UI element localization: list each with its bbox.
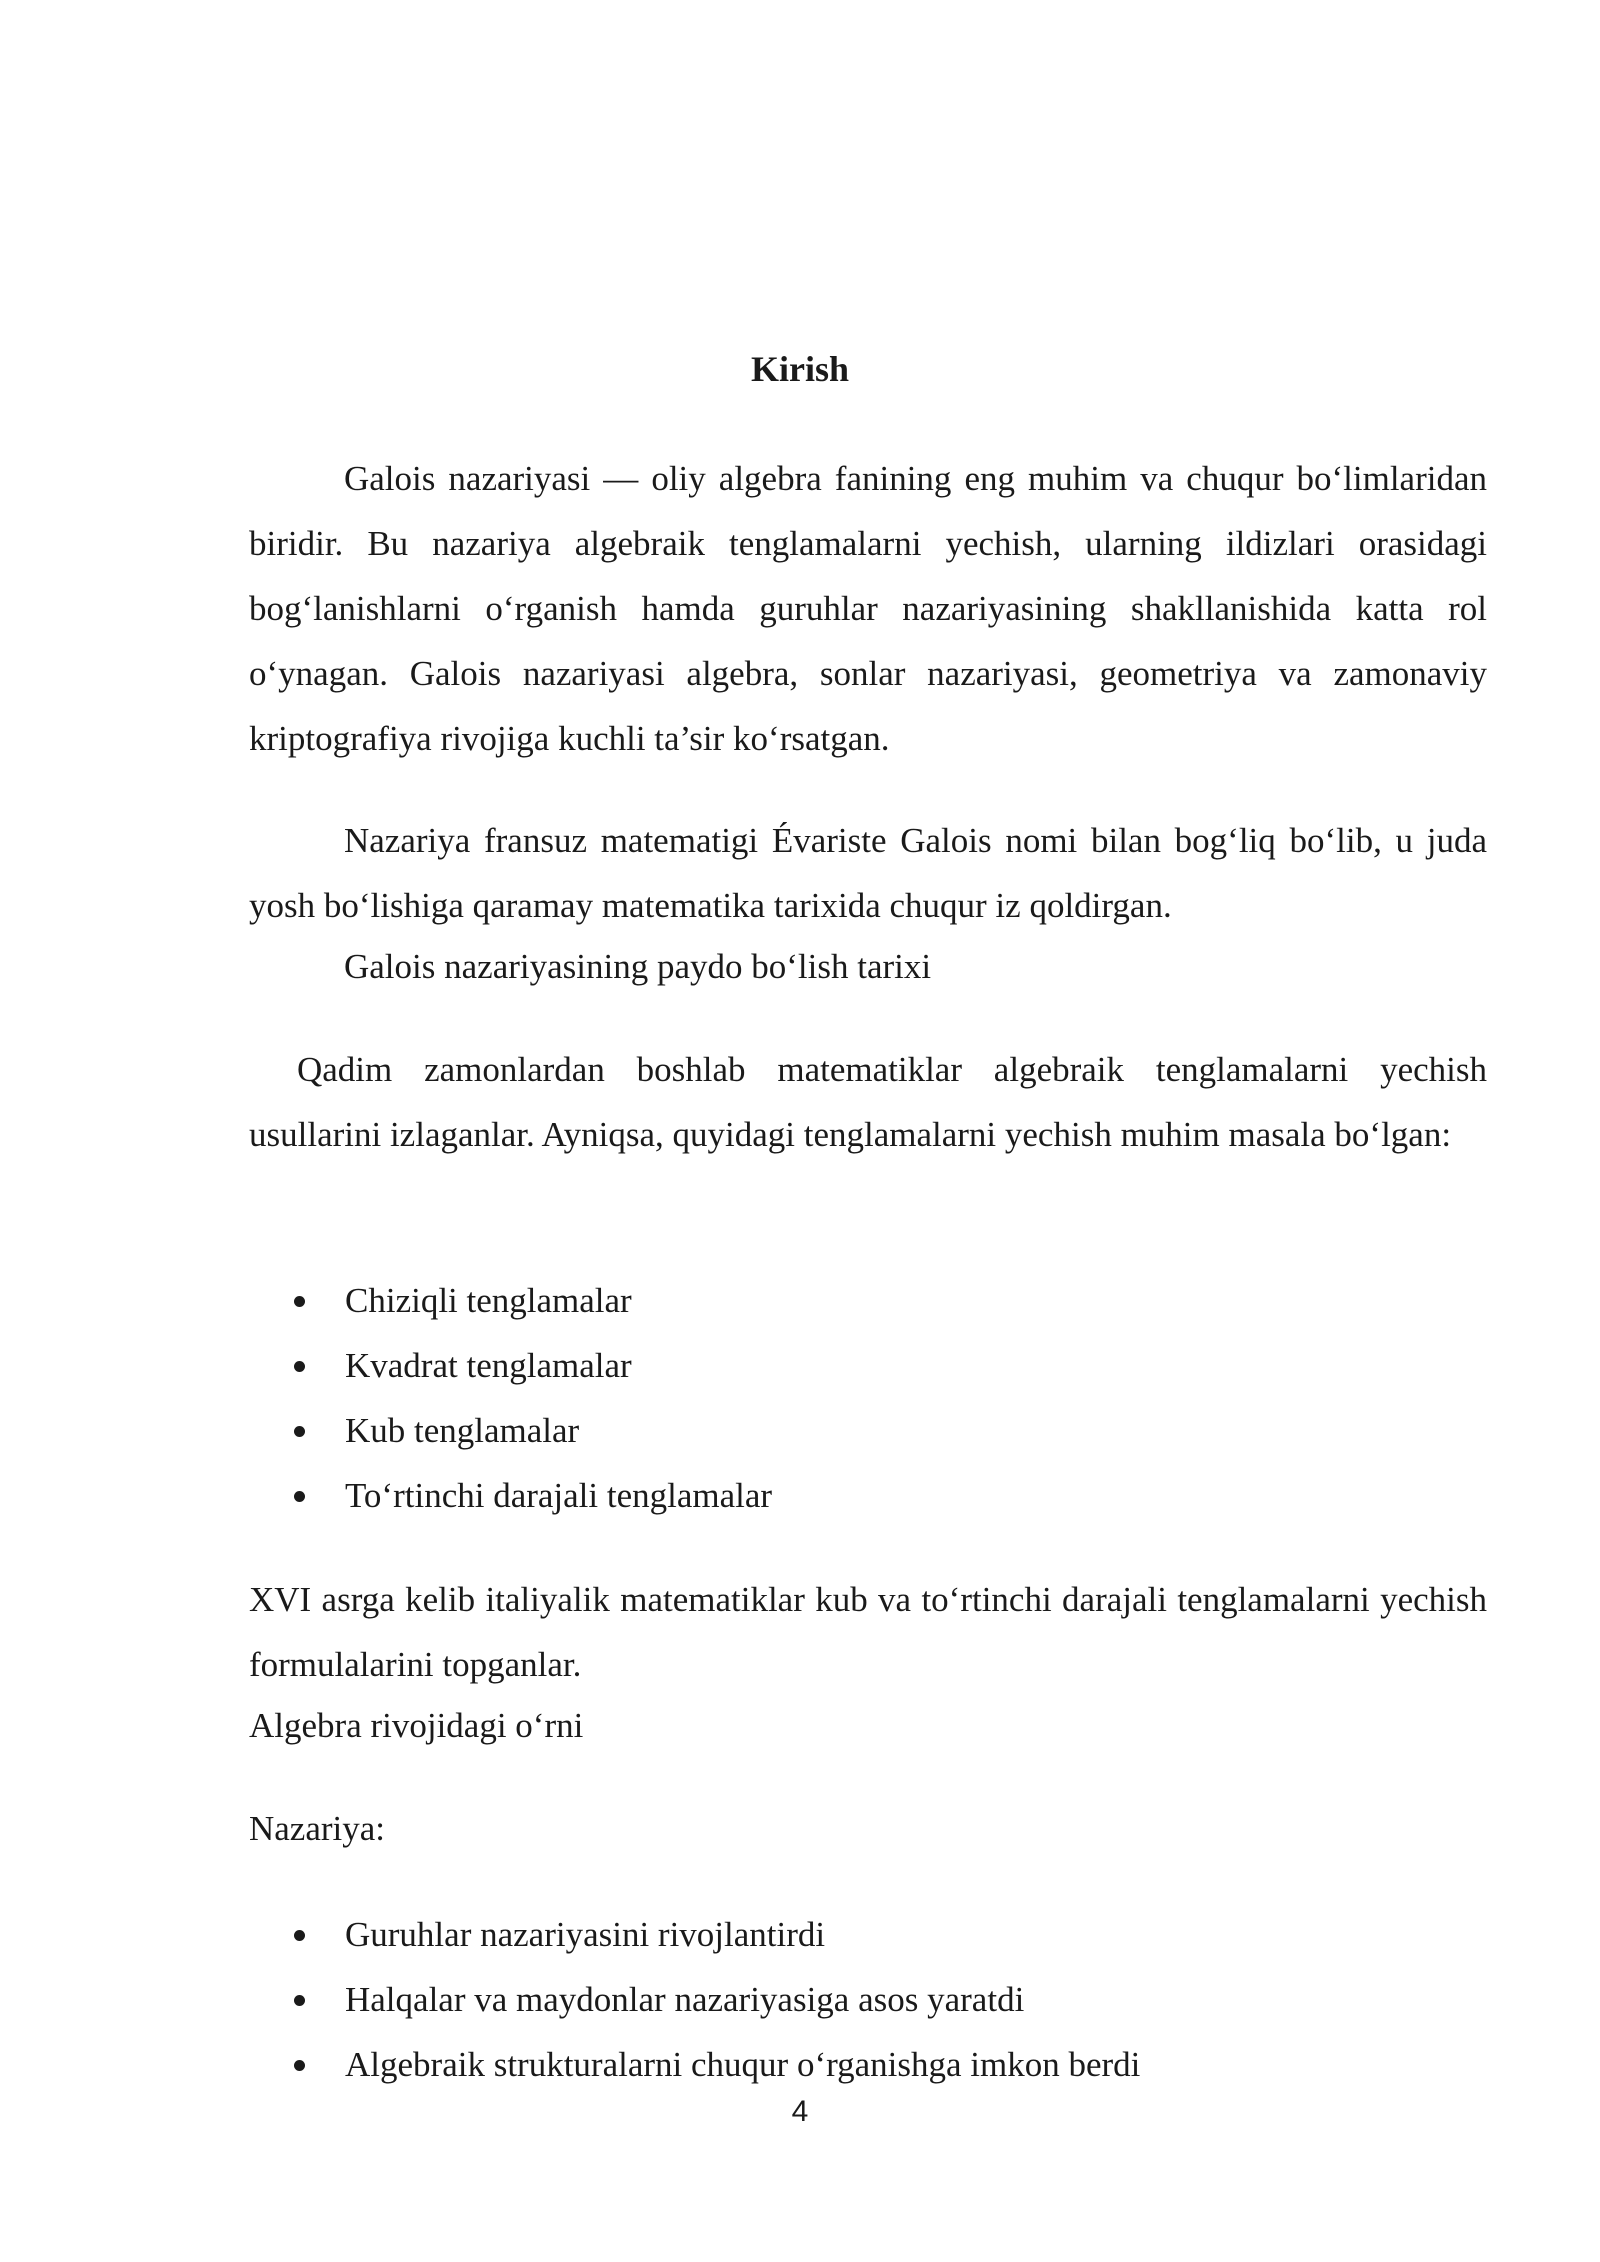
theory-label: Nazariya: (249, 1809, 386, 1848)
list-item-text: Kvadrat tenglamalar (345, 1346, 632, 1385)
page-title: Kirish (750, 349, 849, 389)
role-subheading: Algebra rivojidagi o‘rni (249, 1706, 584, 1745)
list-item-text: To‘rtinchi darajali tenglamalar (345, 1476, 773, 1515)
bullet-icon (294, 2060, 305, 2071)
galois-paragraph: Nazariya fransuz matematigi Évariste Galois nomi bilan bog‘liq bo‘lib, u juda yosh bo‘lishiga qaramay matematika tarixida chuqur iz qoldirgan. (249, 821, 1487, 925)
list-item-text: Kub tenglamalar (345, 1411, 580, 1450)
bullet-icon (294, 1995, 305, 2006)
history-paragraph: Qadim zamonlardan boshlab matematiklar algebraik tenglamalarni yechish usullarini izlaganlar. Ayniqsa, quyidagi tenglamalarni yechish muhim masala bo‘lgan: (249, 1050, 1487, 1154)
history-subheading: Galois nazariyasining paydo bo‘lish tarixi (344, 947, 932, 986)
bullet-icon (294, 1296, 305, 1307)
bullet-icon (294, 1361, 305, 1372)
list-item-text: Chiziqli tenglamalar (345, 1281, 632, 1320)
bullet-icon (294, 1491, 305, 1502)
list-item-text: Algebraik strukturalarni chuqur o‘rganishga imkon berdi (345, 2045, 1141, 2084)
list-item-text: Guruhlar nazariyasini rivojlantirdi (345, 1915, 826, 1954)
intro-paragraph: Galois nazariyasi — oliy algebra fanining eng muhim va chuqur bo‘limlaridan biridir. Bu nazariya algebraik tenglamalarni yechish, ularning ildizlari orasidagi bog‘lanishlarni o‘rganish hamda guruhlar nazariyasining shakllanishida katta rol o‘ynagan. Galois nazariyasi algebra, sonlar nazariyasi, geometriya va zamonaviy kriptografiya rivojiga kuchli ta’sir ko‘rsatgan. (249, 459, 1487, 758)
bullet-icon (294, 1930, 305, 1941)
bullet-icon (294, 1426, 305, 1437)
list-item-text: Halqalar va maydonlar nazariyasiga asos yaratdi (345, 1980, 1025, 2019)
page-number: 4 (791, 2095, 809, 2128)
sixteenth-century-paragraph: XVI asrga kelib italiyalik matematiklar kub va to‘rtinchi darajali tenglamalarni yechish formulalarini topganlar. (249, 1580, 1487, 1684)
